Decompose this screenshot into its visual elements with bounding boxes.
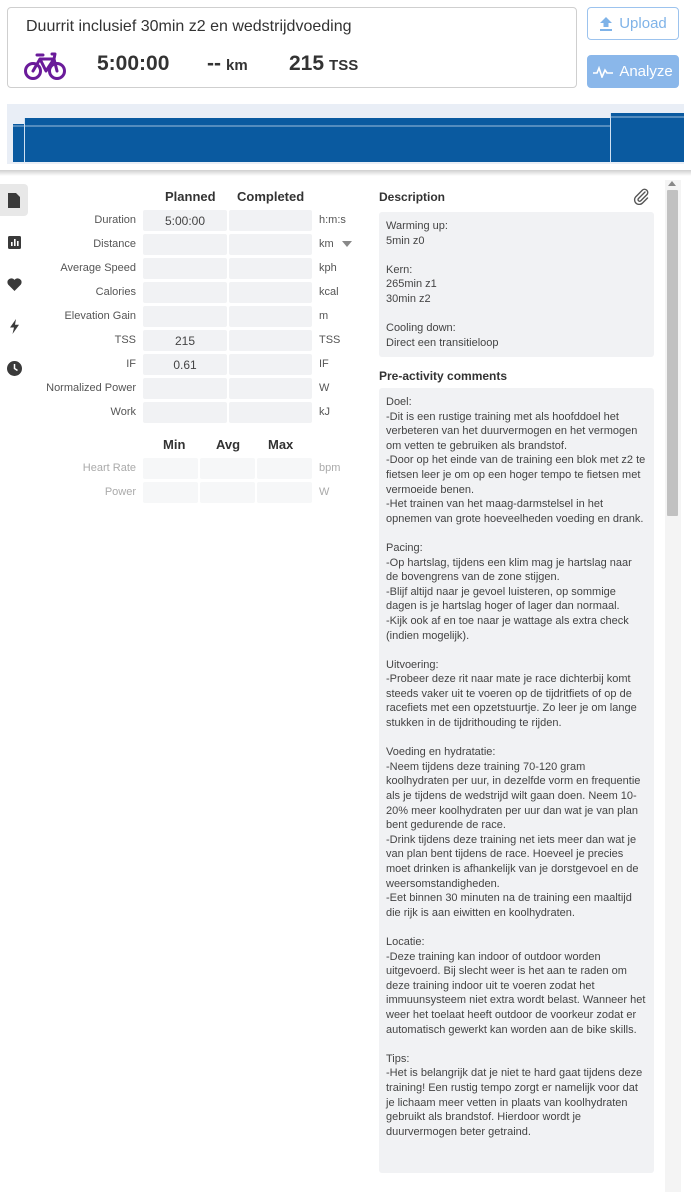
nav-charts[interactable] [0,226,28,258]
metric-unit: kph [319,262,337,274]
metric-label: Elevation Gain [64,310,136,322]
bolt-icon [10,319,19,334]
metric-unit: h:m:s [319,214,346,226]
scroll-up-arrow[interactable] [668,181,676,186]
range-label: Power [104,486,136,498]
min-value-field[interactable] [143,458,198,479]
planned-value-field[interactable]: 215 [143,330,227,351]
metric-unit: W [319,382,330,394]
min-column-header: Min [163,437,186,452]
metric-unit: kJ [319,406,330,418]
completed-value-field[interactable] [229,234,312,255]
metric-label: Calories [95,286,136,298]
interval-warmup [13,124,24,162]
planned-value-field[interactable] [143,306,227,327]
metric-unit: m [319,310,329,322]
paperclip-icon[interactable] [633,187,649,205]
avg-value-field[interactable] [200,458,255,479]
distance-value: -- [207,52,221,75]
comments-text[interactable]: Doel: -Dit is een rustige training met als hoofddoel het verbeteren van het duurvermogen en het vermogen om vetten te gebruiken als brandstof. -Door op het einde van de training een blok met z2 te fietsen leer je om op een hoger tempo te fietsen met vermoeide benen. -Het trainen van het maag-darmstelsel in het opnemen van grote hoeveelheden voeding en drank. Pacing: -Op hartslag, tijdens een klim mag je hartslag naar de bovengrens van de zone stijgen. -Blijf altijd naar je gevoel luisteren, op sommige dagen is je hartslag hoger of lager dan normaal. -Kijk ook af en toe naar je wattage als extra check (indien mogelijk). Uitvoering: -Probeer deze rit naar mate je race dichterbij komt steeds vaker uit te voeren op de tijdritfiets of op de racefiets met een opzetstuurtje. Zo leer je om lange stukken in de tijdrithouding te rijden. Voeding en hydratatie: -Neem tijdens deze training 70-120 gram koolhydraten per uur, in dezelfde vorm en frequentie als je tijdens de wedstrijd wilt gaan doen. Neem 10-20% meer koolhydraten per uur dan wat je van plan bent gedurende de race. -Drink tijdens deze training net iets meer dan wat je van plan bent tijdens de race. Hoeveel je precies moet drinken is afhankelijk van je dorstgevoel en de weersomstandigheden. -Eet binnen 30 minuten na de training een maaltijd die rijk is aan eiwitten en koolhydraten. Locatie: -Deze training kan indoor of outdoor worden uitgevoerd. Bij slecht weer is het aan te raden om deze training indoor uit te voeren zodat het immuunsysteem niet extra wordt belast. Wanneer het weer het toelaat heeft outdoor de voorkeur zodat er automatisch gewerkt kan worden aan de bike skills. Tips: -Het is belangrijk dat je niet te hard gaat tijdens deze training! Een rustig tempo zorgt er namelijk voor dat je lichaam meer vetten in plaats van koolhydraten gebruikt als brandstof. Hierdoor wordt je duurvermogen beter getraind. [379,388,654,1173]
nav-heart-rate[interactable] [0,268,28,300]
max-value-field[interactable] [257,458,312,479]
planned-value-field[interactable] [143,378,227,399]
planned-value-field[interactable]: 0.61 [143,354,227,375]
tss-value: 215 [289,52,325,75]
workout-summary-card [7,7,577,88]
metric-unit: IF [319,358,329,370]
pulse-icon [593,66,613,78]
completed-value-field[interactable] [229,402,312,423]
planned-value-field[interactable] [143,282,227,303]
description-text[interactable]: Warming up: 5min z0 Kern: 265min z1 30min z2 Cooling down: Direct een transitieloop [379,212,654,357]
analyze-button[interactable] [587,55,679,88]
chart-icon [8,236,21,249]
planned-value-field[interactable] [143,402,227,423]
planned-value-field[interactable] [143,234,227,255]
completed-column-header: Completed [237,189,305,204]
distance-unit: km [226,57,248,74]
metric-label: Normalized Power [46,382,136,394]
workout-title[interactable]: Duurrit inclusief 30min z2 en wedstrijdvoeding [26,18,352,35]
clock-icon [7,361,22,376]
completed-value-field[interactable] [229,330,312,351]
nav-summary[interactable] [0,184,28,216]
interval-z2 [611,113,684,162]
side-nav [0,184,28,394]
metric-label: Average Speed [60,262,136,274]
metric-label: Duration [94,214,136,226]
completed-value-field[interactable] [229,306,312,327]
completed-value-field[interactable] [229,282,312,303]
upload-button[interactable] [587,7,679,40]
interval-z1 [25,118,610,162]
chevron-down-icon[interactable] [342,241,352,247]
min-value-field[interactable] [143,482,198,503]
metric-unit[interactable]: km [319,238,334,250]
completed-value-field[interactable] [229,378,312,399]
planned-duration: 5:00:00 [97,52,170,75]
comments-title: Pre-activity comments [379,369,508,383]
scrollbar-thumb[interactable] [667,190,678,516]
bike-icon [24,50,66,82]
planned-tss [289,52,358,76]
header-divider [0,170,691,176]
metric-label: Work [110,406,136,418]
metric-unit: kcal [319,286,339,298]
max-column-header: Max [268,437,294,452]
metric-label: Distance [93,238,136,250]
description-title: Description [379,190,446,204]
heart-icon [7,278,22,291]
planned-value-field[interactable]: 5:00:00 [143,210,227,231]
completed-value-field[interactable] [229,210,312,231]
upload-label: Upload [619,15,667,32]
max-value-field[interactable] [257,482,312,503]
planned-column-header: Planned [165,189,216,204]
completed-value-field[interactable] [229,354,312,375]
metric-unit: TSS [319,334,341,346]
upload-icon [599,16,613,32]
nav-power[interactable] [0,310,28,342]
nav-time[interactable] [0,352,28,384]
analyze-label: Analyze [619,63,673,80]
completed-value-field[interactable] [229,258,312,279]
planned-distance [207,52,248,76]
workout-structure-graph[interactable] [7,104,684,164]
metric-label: IF [126,358,136,370]
range-unit: bpm [319,462,341,474]
range-label: Heart Rate [82,462,136,474]
range-unit: W [319,486,330,498]
tss-unit: TSS [329,57,359,74]
avg-value-field[interactable] [200,482,255,503]
avg-column-header: Avg [216,437,241,452]
planned-value-field[interactable] [143,258,227,279]
metric-label: TSS [114,334,136,346]
document-icon [8,193,20,208]
